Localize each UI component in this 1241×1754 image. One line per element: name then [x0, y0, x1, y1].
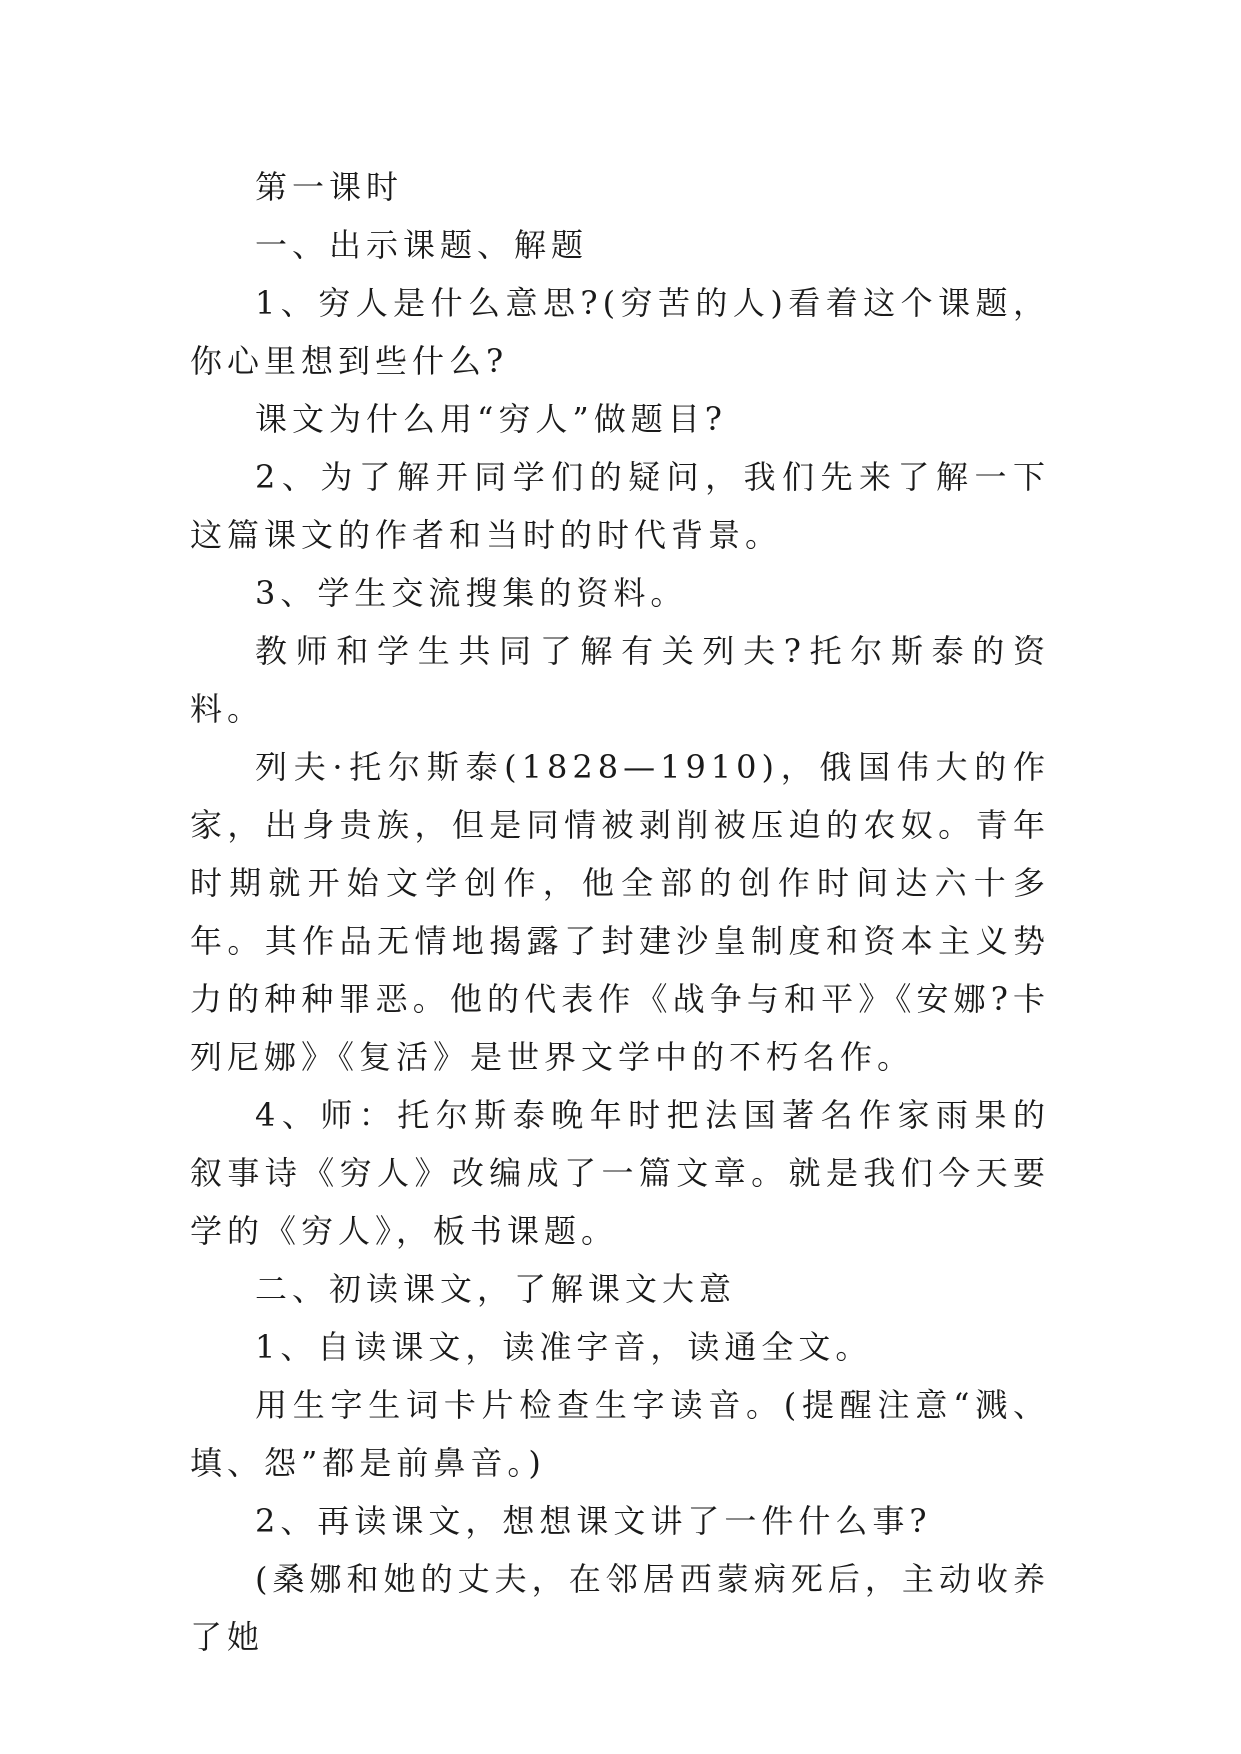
paragraph: 2、再读课文，想想课文讲了一件什么事? [255, 1502, 932, 1540]
paragraph: (桑娜和她的丈夫，在邻居西蒙病死后，主动收养了她 [190, 1560, 1050, 1656]
paragraph: 3、学生交流搜集的资料。 [255, 574, 688, 612]
section-heading: 二、初读课文，了解课文大意 [255, 1270, 737, 1308]
paragraph: 列夫·托尔斯泰(1828—1910)，俄国伟大的作家，出身贵族，但是同情被剥削被压迫的农奴。青年时期就开始文学创作，他全部的创作时间达六十多年。其作品无情地揭露了封建沙皇制度和资本主义势力的种种罪恶。他的代表作《战争与和平》《安娜?卡列尼娜》《复活》是世界文学中的不朽名作。 [190, 748, 1050, 1076]
paragraph: 4、师：托尔斯泰晚年时把法国著名作家雨果的叙事诗《穷人》改编成了一篇文章。就是我们今天要学的《穷人》，板书课题。 [190, 1096, 1050, 1250]
document-body [190, 158, 1050, 1666]
paragraph: 教师和学生共同了解有关列夫?托尔斯泰的资料。 [190, 632, 1050, 728]
paragraph: 2、为了解开同学们的疑问，我们先来了解一下这篇课文的作者和当时的时代背景。 [190, 458, 1050, 554]
paragraph: 1、自读课文，读准字音，读通全文。 [255, 1328, 873, 1366]
paragraph: 1、穷人是什么意思?(穷苦的人)看着这个课题，你心里想到些什么? [190, 284, 1050, 380]
section-heading: 一、出示课题、解题 [255, 226, 589, 264]
paragraph: 课文为什么用“穷人”做题目? [255, 400, 727, 438]
paragraph: 用生字生词卡片检查生字读音。(提醒注意“溅、填、怨”都是前鼻音。) [190, 1386, 1050, 1482]
lesson-heading: 第一课时 [255, 168, 404, 206]
